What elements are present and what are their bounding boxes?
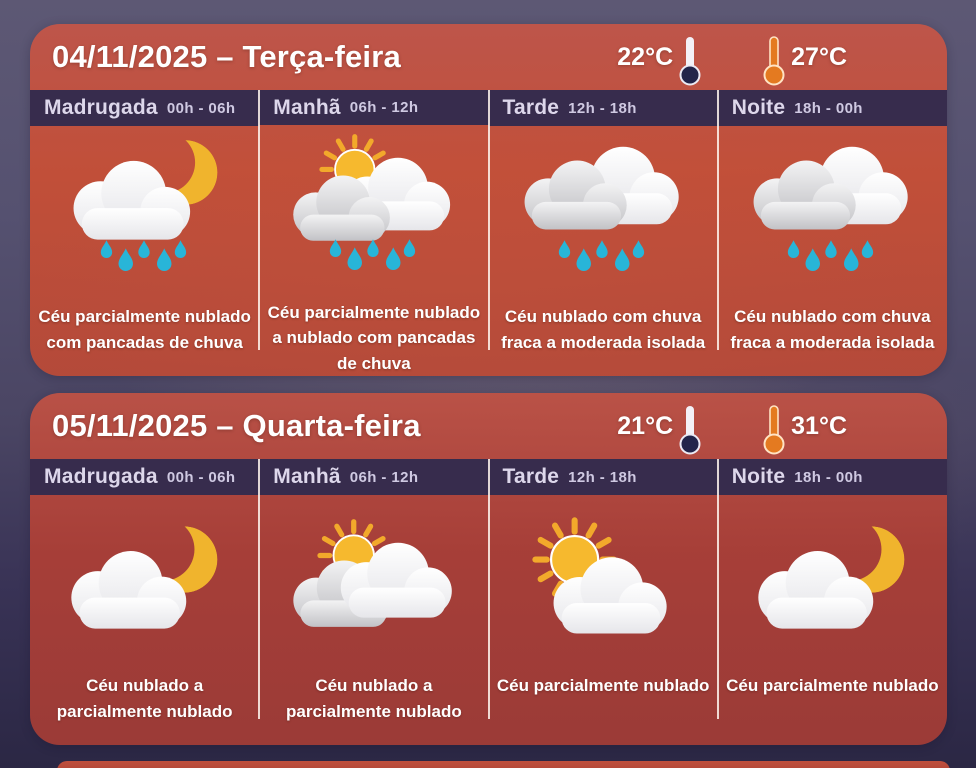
period-description: Céu parcialmente nublado com pancadas de chuva [38,307,251,352]
period-hours: 18h - 00h [794,468,863,486]
temp-max-group [761,396,847,456]
period-name: Madrugada [44,465,158,488]
thermometer-min-icon [677,404,703,456]
day-header [30,393,947,459]
period-description: Céu nublado com chuva fraca a moderada isolada [501,307,706,352]
sun-clouds-icon [276,516,472,668]
period-name: Noite [731,465,786,488]
sun-clouds-rain-icon [276,133,472,285]
partial-next-panel-edge [57,761,950,768]
cloud-moon-icon [734,516,930,668]
period-hours: 18h - 00h [794,99,863,117]
temperatures [617,27,847,87]
weather-icon-slot [718,126,947,302]
period-column [30,90,259,376]
day-body [30,459,947,745]
moon-cloud-rain-icon [47,134,243,286]
period-hours: 00h - 06h [166,468,236,486]
period-description: Céu nublado com chuva fraca a moderada isolada [730,307,935,352]
period-hours: 00h - 06h [166,99,236,117]
cloud-moon-icon [47,516,243,668]
weather-icon-slot [259,495,488,671]
clouds-rain-icon [505,134,701,286]
thermometer-max-icon [761,404,787,456]
period-header [489,459,718,495]
period-name: Tarde [502,465,560,488]
period-column [259,90,488,376]
day-body [30,90,947,376]
sun-cloud-icon [505,516,701,668]
period-header [259,90,488,125]
temp-max-value: 27°C [791,42,847,71]
period-description: Céu nublado a parcialmente nublado [56,676,233,721]
period-header [30,459,259,495]
period-header [259,459,488,495]
period-header [30,90,259,126]
temp-min-group [617,27,703,87]
temp-min-value: 22°C [617,42,674,71]
thermometer-max-icon [761,35,787,87]
thermometer-min-icon [677,35,703,87]
day-header [30,24,947,90]
period-header [489,90,718,126]
weather-icon-slot [489,126,718,302]
temp-max-group [761,27,847,87]
period-name: Tarde [502,96,560,119]
period-hours: 06h - 12h [349,99,419,117]
period-column [489,90,718,376]
period-column [30,459,259,745]
period-hours: 12h - 18h [568,99,637,117]
period-column [718,90,947,376]
period-hours: 06h - 12h [349,468,419,486]
period-description: Céu nublado a parcialmente nublado [286,676,462,721]
period-column [718,459,947,745]
period-name: Manhã [273,95,341,119]
period-header [718,459,947,495]
period-name: Manhã [273,465,341,488]
period-name: Madrugada [44,96,158,119]
clouds-rain-icon [734,134,930,286]
temp-max-value: 31°C [791,411,847,440]
day-panel [30,393,947,745]
weather-icon-slot [489,495,718,671]
period-hours: 12h - 18h [568,468,637,486]
temp-min-value: 21°C [617,411,674,440]
temp-min-group [617,396,703,456]
weather-icon-slot [30,495,259,671]
day-title: 04/11/2025 – Terça-feira [52,39,401,74]
period-column [489,459,718,745]
period-column [259,459,488,745]
weather-icon-slot [718,495,947,671]
weather-icon-slot [30,126,259,302]
period-header [718,90,947,126]
temperatures [617,396,847,456]
period-name: Noite [731,96,786,119]
period-description: Céu parcialmente nublado [496,676,710,695]
day-title: 05/11/2025 – Quarta-feira [52,408,421,443]
period-description: Céu parcialmente nublado [726,676,939,695]
day-panel [30,24,947,376]
period-description: Céu parcialmente nublado a nublado com pancadas de chuva [267,302,481,373]
weather-icon-slot [259,125,488,297]
